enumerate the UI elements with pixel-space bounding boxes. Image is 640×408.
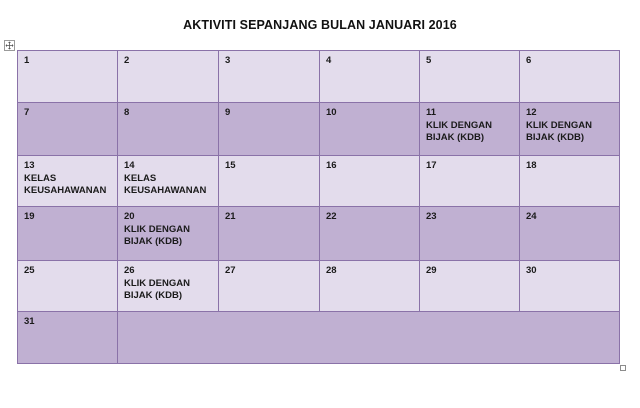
day-activity: KELAS KEUSAHAWANAN bbox=[24, 172, 107, 196]
day-cell-5[interactable] bbox=[420, 51, 520, 103]
week-row-5 bbox=[18, 261, 620, 312]
day-activity: KLIK DENGAN BIJAK (KDB) bbox=[526, 119, 592, 143]
day-cell-17[interactable] bbox=[420, 156, 520, 207]
day-cell-1[interactable] bbox=[18, 51, 118, 103]
day-number: 2 bbox=[124, 55, 130, 66]
day-number: 25 bbox=[24, 265, 35, 276]
day-number: 22 bbox=[326, 211, 337, 222]
day-number: 28 bbox=[326, 265, 337, 276]
day-cell-3[interactable] bbox=[219, 51, 320, 103]
day-number: 26 bbox=[124, 265, 135, 276]
day-cell-8[interactable] bbox=[118, 103, 219, 156]
day-number: 18 bbox=[526, 160, 537, 171]
day-cell-30[interactable] bbox=[520, 261, 620, 312]
day-cell-4[interactable] bbox=[320, 51, 420, 103]
day-number: 14 bbox=[124, 160, 135, 171]
calendar-table bbox=[17, 50, 620, 364]
day-cell-24[interactable] bbox=[520, 207, 620, 261]
day-activity: KLIK DENGAN BIJAK (KDB) bbox=[426, 119, 492, 143]
day-number: 12 bbox=[526, 107, 537, 118]
day-activity: KLIK DENGAN BIJAK (KDB) bbox=[124, 223, 190, 247]
day-cell-16[interactable] bbox=[320, 156, 420, 207]
week-row-2 bbox=[18, 103, 620, 156]
merged-empty-cell[interactable] bbox=[118, 312, 620, 364]
day-cell-15[interactable] bbox=[219, 156, 320, 207]
day-cell-25[interactable] bbox=[18, 261, 118, 312]
day-number: 15 bbox=[225, 160, 236, 171]
day-number: 6 bbox=[526, 55, 532, 66]
day-number: 7 bbox=[24, 107, 30, 118]
day-cell-9[interactable] bbox=[219, 103, 320, 156]
day-cell-19[interactable] bbox=[18, 207, 118, 261]
day-number: 24 bbox=[526, 211, 537, 222]
day-cell-22[interactable] bbox=[320, 207, 420, 261]
day-cell-13[interactable] bbox=[18, 156, 118, 207]
move-arrows-icon bbox=[5, 41, 14, 50]
day-number: 20 bbox=[124, 211, 135, 222]
day-cell-28[interactable] bbox=[320, 261, 420, 312]
day-cell-27[interactable] bbox=[219, 261, 320, 312]
day-number: 13 bbox=[24, 160, 35, 171]
day-cell-6[interactable] bbox=[520, 51, 620, 103]
day-number: 5 bbox=[426, 55, 432, 66]
day-cell-18[interactable] bbox=[520, 156, 620, 207]
day-cell-26[interactable] bbox=[118, 261, 219, 312]
day-cell-14[interactable] bbox=[118, 156, 219, 207]
day-cell-29[interactable] bbox=[420, 261, 520, 312]
day-number: 4 bbox=[326, 55, 332, 66]
day-cell-10[interactable] bbox=[320, 103, 420, 156]
day-cell-12[interactable] bbox=[520, 103, 620, 156]
day-number: 27 bbox=[225, 265, 236, 276]
day-number: 10 bbox=[326, 107, 337, 118]
week-row-4 bbox=[18, 207, 620, 261]
week-row-3 bbox=[18, 156, 620, 207]
day-cell-20[interactable] bbox=[118, 207, 219, 261]
table-resize-icon[interactable] bbox=[620, 365, 626, 371]
day-number: 30 bbox=[526, 265, 537, 276]
day-number: 23 bbox=[426, 211, 437, 222]
day-cell-11[interactable] bbox=[420, 103, 520, 156]
day-cell-23[interactable] bbox=[420, 207, 520, 261]
day-number: 9 bbox=[225, 107, 231, 118]
day-activity: KLIK DENGAN BIJAK (KDB) bbox=[124, 277, 190, 301]
week-row-6 bbox=[18, 312, 620, 364]
day-number: 8 bbox=[124, 107, 130, 118]
day-cell-2[interactable] bbox=[118, 51, 219, 103]
table-move-icon[interactable] bbox=[4, 40, 15, 51]
day-number: 1 bbox=[24, 55, 30, 66]
day-number: 17 bbox=[426, 160, 437, 171]
day-number: 31 bbox=[24, 316, 35, 327]
day-number: 11 bbox=[426, 107, 437, 118]
day-number: 29 bbox=[426, 265, 437, 276]
week-row-1 bbox=[18, 51, 620, 103]
day-cell-31[interactable] bbox=[18, 312, 118, 364]
page-title: AKTIVITI SEPANJANG BULAN JANUARI 2016 bbox=[183, 18, 457, 32]
day-activity: KELAS KEUSAHAWANAN bbox=[124, 172, 207, 196]
day-cell-7[interactable] bbox=[18, 103, 118, 156]
day-number: 19 bbox=[24, 211, 35, 222]
day-number: 21 bbox=[225, 211, 236, 222]
day-number: 16 bbox=[326, 160, 337, 171]
day-cell-21[interactable] bbox=[219, 207, 320, 261]
day-number: 3 bbox=[225, 55, 231, 66]
